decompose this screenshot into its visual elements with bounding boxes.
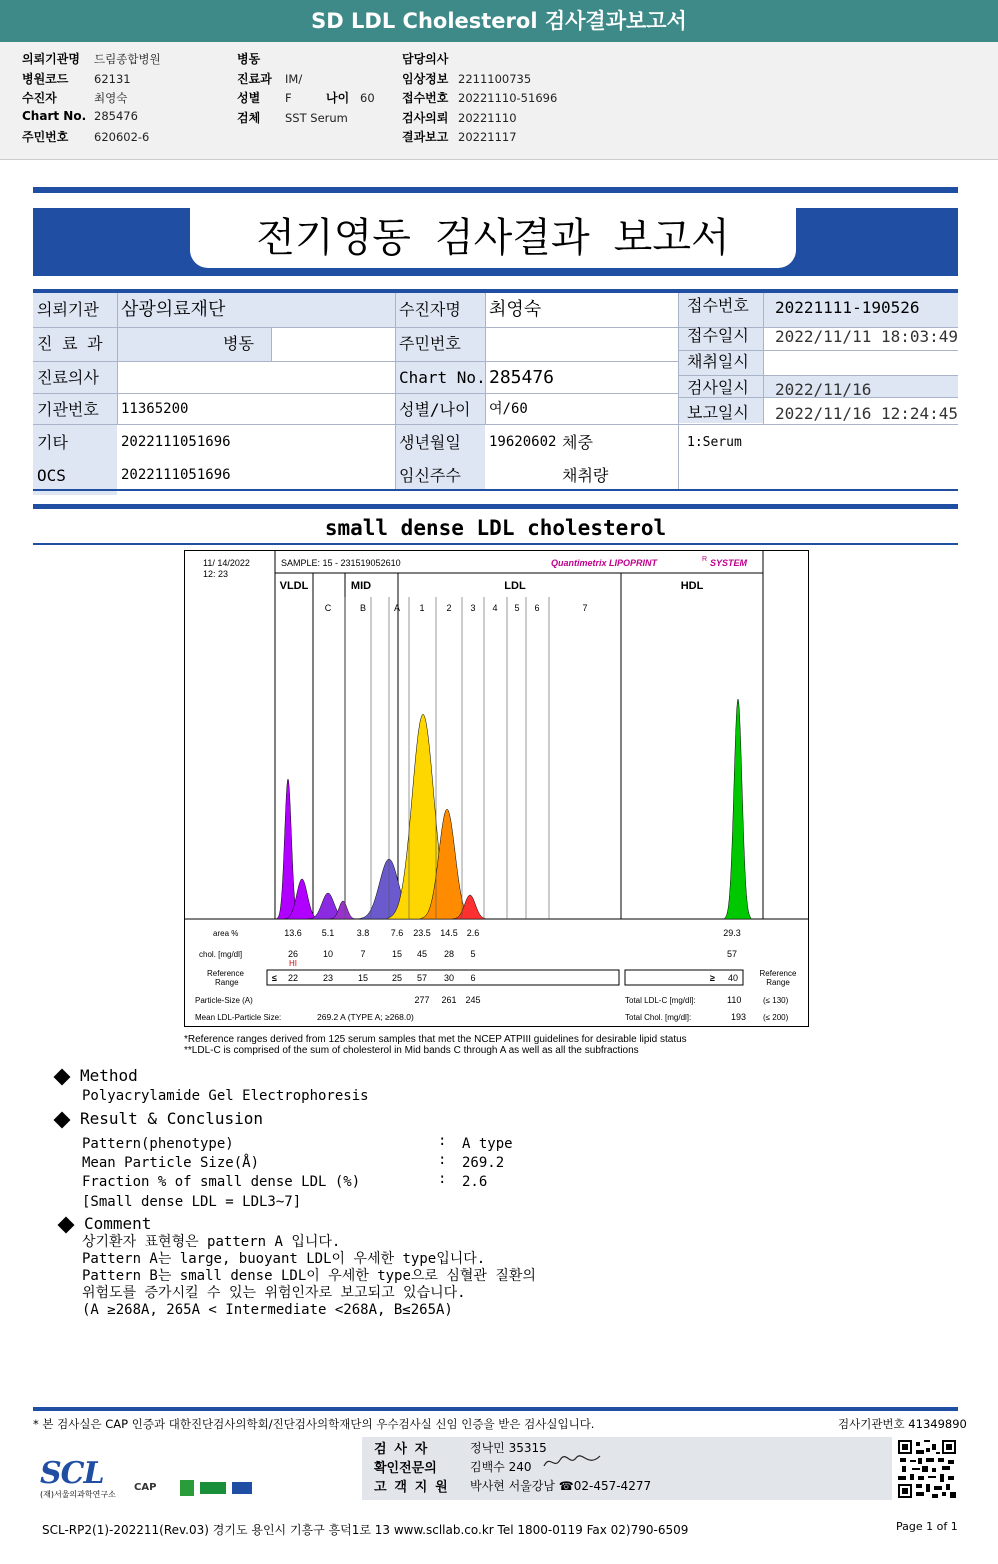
ref-value: 15 [357, 973, 369, 983]
result-fraction-value: 2.6 [462, 1174, 488, 1190]
chol-value: 15 [391, 949, 403, 959]
value-chart-no: 285476 [489, 367, 555, 388]
label-physician: 진료의사 [37, 368, 99, 387]
comment-heading: Comment [60, 1214, 151, 1233]
value-report-time: 2022/11/16 12:24:45 [775, 404, 959, 423]
band-label-6: 6 [534, 603, 540, 613]
ref-prefix: ≤ [272, 973, 277, 983]
method-heading: Method [56, 1066, 138, 1085]
footnote-1: *Reference ranges derived from 125 serum samples that met the NCEP ATPIII guidelines for desirable lipid status [184, 1034, 687, 1045]
signer-label: 검 사 자 [374, 1442, 428, 1457]
label-institution: 의뢰기관 [37, 300, 99, 319]
signature-box [362, 1437, 892, 1500]
area-value: 14.5 [440, 928, 458, 938]
cert-icon [232, 1482, 252, 1494]
info-request-date: 검사의뢰 20221110 [402, 111, 517, 125]
scl-logo: SCL (재)서울의과학연구소 [40, 1456, 116, 1499]
value-specimen-type: 1:Serum [687, 435, 742, 450]
info-department: 진료과 IM/ [237, 72, 303, 86]
patient-table [33, 289, 958, 491]
label-accession-no: 접수번호 [687, 296, 749, 315]
info-doctor: 담당의사 [402, 52, 449, 66]
info-patient: 수진자 최영숙 [22, 91, 128, 105]
area-value: 3.8 [356, 928, 370, 938]
report-title: 전기영동 검사결과 보고서 [190, 208, 796, 268]
top-rule [33, 187, 958, 193]
ref-box-hdl [625, 970, 743, 985]
value-ocs: 2022111051696 [121, 467, 231, 483]
org-number: 검사기관번호 41349890 [838, 1417, 967, 1431]
electrophoresis-chart [184, 550, 809, 1027]
band-label-C: C [324, 603, 332, 613]
row-label-area: area % [213, 929, 239, 938]
area-value-hdl: 29.3 [723, 928, 741, 938]
result-pattern-value: A type [462, 1136, 513, 1152]
label-collection-time: 채취일시 [687, 352, 749, 371]
area-value: 5.1 [321, 928, 335, 938]
signer-value: 김백수 240 [470, 1460, 532, 1474]
value-institution: 삼광의료재단 [121, 299, 226, 320]
band-label-5: 5 [514, 603, 520, 613]
info-resident-no: 주민번호 620602-6 [22, 130, 150, 144]
cert-icon [180, 1480, 194, 1496]
label-ocs: OCS [37, 466, 66, 485]
document-title: SD LDL Cholesterol 검사결과보고서 [0, 0, 998, 42]
total-ldl-value: 110 [727, 995, 742, 1005]
signer-label: 확인전문의 [374, 1461, 437, 1476]
chol-value: 7 [360, 949, 366, 959]
comment-text: 상기환자 표현형은 pattern A 입니다. Pattern A는 large, buoyant LDL이 우세한 type입니다. Pattern B는 small dense LDL이 우세한 type으로 심혈관 질환의 위험도를 증가시킬 수 있는 위험인자로 보고되고 있습니다. (A ≥268A, 265A < Intermediate <268A, B≤265A) [82, 1234, 536, 1318]
footnote-2: **LDL-C is comprised of the sum of cholesterol in Mid bands C through A as well as all the subfractions [184, 1045, 639, 1056]
ref-value: 6 [470, 973, 476, 983]
label-gestation: 임신주수 [399, 466, 461, 485]
band-label-3: 3 [470, 603, 476, 613]
value-birthdate: 19620602 [489, 434, 557, 450]
qr-code-icon [898, 1440, 956, 1498]
ref-value: 22 [287, 973, 299, 983]
value-accession-no: 20221111-190526 [775, 298, 920, 317]
label-sex-age: 성별/나이 [399, 400, 471, 419]
requisition-info [0, 42, 998, 160]
label-test-time: 검사일시 [687, 378, 749, 397]
value-accession-time: 2022/11/11 18:03:49 [775, 327, 959, 346]
accreditation-note: * 본 검사실은 CAP 인증과 대한진단검사의학회/진단검사의학재단의 우수검사실 신임 인증을 받은 검사실입니다. [33, 1417, 595, 1431]
total-chol-value: 193 [731, 1012, 747, 1022]
signer-value: 정낙민 35315 [470, 1441, 547, 1455]
info-sex: 성별 F [237, 91, 292, 105]
chol-value: 45 [416, 949, 428, 959]
electrophoresis-svg [185, 551, 808, 1026]
label-birthdate: 생년월일 [399, 433, 461, 452]
value-sex-age: 여/60 [489, 401, 528, 417]
chart-sample: SAMPLE: 15 - 231519052610 [281, 558, 401, 568]
ref-value: 57 [416, 973, 428, 983]
result-sep: : [438, 1171, 447, 1187]
cap-logo: CAP [134, 1482, 157, 1493]
page-number: Page 1 of 1 [896, 1520, 958, 1533]
chol-hi-flag: HI [289, 959, 297, 968]
total-chol-range: (≤ 200) [763, 1013, 789, 1022]
label-institution-no: 기관번호 [37, 400, 99, 419]
info-accession: 접수번호 20221110-51696 [402, 91, 558, 105]
section-title: small dense LDL cholesterol [324, 516, 667, 540]
result-size-label: Mean Particle Size(Å) [82, 1155, 260, 1171]
region-label-ldl: LDL [504, 580, 526, 592]
chart-brand-reg: R [702, 556, 708, 563]
ref-prefix-hdl: ≥ [710, 973, 715, 983]
chart-footnotes [184, 1034, 687, 1056]
label-other: 기타 [37, 433, 68, 452]
info-chart-no: Chart No. 285476 [22, 109, 138, 123]
chart-time: 12: 23 [203, 569, 229, 579]
area-value: 23.5 [413, 928, 431, 938]
chol-value: 5 [470, 949, 476, 959]
result-sep: : [438, 1133, 447, 1149]
label-weight: 체중 [562, 433, 593, 452]
row-label-ref-2: Range [215, 978, 239, 987]
result-size-value: 269.2 [462, 1155, 505, 1171]
ref-value: 25 [391, 973, 403, 983]
chart-brand-suffix: SYSTEM [710, 558, 748, 568]
region-label-hdl: HDL [680, 580, 704, 592]
info-specimen: 검체 SST Serum [237, 111, 348, 125]
certification-logos [134, 1478, 258, 1502]
area-value: 13.6 [284, 928, 302, 938]
info-ward: 병동 [237, 52, 261, 66]
mean-size-label: Mean LDL-Particle Size: [195, 1013, 282, 1022]
chol-value: 28 [443, 949, 455, 959]
band-label-2: 2 [446, 603, 452, 613]
total-chol-label: Total Chol. [mg/dl]: [625, 1013, 692, 1022]
total-ldl-range: (≤ 130) [763, 996, 789, 1005]
result-sep: : [438, 1152, 447, 1168]
info-clinical: 임상정보 2211100735 [402, 72, 532, 86]
signature-icon [540, 1452, 604, 1472]
result-note: [Small dense LDL = LDL3~7] [82, 1194, 302, 1210]
label-report-time: 보고일시 [687, 403, 749, 422]
chol-value-hdl: 57 [726, 949, 738, 959]
result-fraction-label: Fraction % of small dense LDL (%) [82, 1174, 361, 1190]
chart-brand: Quantimetrix LIPOPRINT [551, 558, 658, 568]
region-label-mid: MID [350, 580, 372, 592]
total-ldl-label: Total LDL-C [mg/dl]: [625, 996, 696, 1005]
value-other: 2022111051696 [121, 434, 231, 450]
method-text: Polyacrylamide Gel Electrophoresis [82, 1088, 369, 1104]
ref-label-right-2: Range [766, 978, 790, 987]
result-heading: Result & Conclusion [56, 1109, 263, 1128]
particle-size-value: 277 [414, 995, 430, 1005]
area-value: 7.6 [390, 928, 404, 938]
info-hospital-code: 병원코드 62131 [22, 72, 131, 86]
section-rule-bottom [33, 543, 958, 545]
band-label-B: B [359, 603, 367, 613]
value-patient-name: 최영숙 [489, 299, 542, 320]
result-pattern-label: Pattern(phenotype) [82, 1136, 234, 1152]
diamond-bullet-icon [58, 1216, 75, 1233]
ref-value: 30 [443, 973, 455, 983]
value-test-time: 2022/11/16 [775, 380, 872, 399]
chart-date: 11/ 14/2022 [203, 558, 250, 568]
ref-value: 23 [322, 973, 334, 983]
label-volume: 채취량 [562, 466, 609, 485]
value-ward: 병동 [223, 334, 254, 353]
band-label-7: 7 [582, 603, 588, 613]
section-rule-top [33, 504, 958, 509]
label-accession-time: 접수일시 [687, 326, 749, 345]
table-bottom-rule [33, 489, 958, 491]
diamond-bullet-icon [54, 1068, 71, 1085]
row-label-chol: chol. [mg/dl] [199, 950, 243, 959]
peak-hdl [725, 699, 751, 919]
particle-size-value: 245 [465, 995, 481, 1005]
label-chart-no: Chart No. [399, 368, 486, 387]
region-label-vldl: VLDL [279, 580, 309, 592]
label-department: 진 료 과 [37, 334, 103, 353]
cert-icon [200, 1482, 226, 1494]
info-age: 나이 60 [326, 91, 375, 105]
signer-label: 고 객 지 원 [374, 1480, 448, 1495]
footer-rule [33, 1407, 958, 1411]
value-institution-no: 11365200 [121, 401, 189, 417]
info-report-date: 결과보고 20221117 [402, 130, 517, 144]
band-label-4: 4 [492, 603, 498, 613]
particle-size-value: 261 [441, 995, 457, 1005]
ref-value-hdl: 40 [727, 973, 739, 983]
label-patient-name: 수진자명 [399, 300, 461, 319]
chol-value: 10 [322, 949, 334, 959]
area-value: 2.6 [466, 928, 480, 938]
ref-label-right: Reference [759, 969, 797, 978]
band-label-A: A [393, 603, 401, 613]
diamond-bullet-icon [54, 1111, 71, 1128]
row-label-ref: Reference [207, 969, 244, 978]
info-hospital: 의뢰기관명 드림종합병원 [22, 52, 161, 66]
band-label-1: 1 [419, 603, 425, 613]
particle-size-label: Particle-Size (A) [195, 996, 253, 1005]
label-resident-no: 주민번호 [399, 334, 461, 353]
signer-value: 박사현 서울강남 ☎02-457-4277 [470, 1479, 652, 1493]
footer-address: SCL-RP2(1)-202211(Rev.03) 경기도 용인시 기흥구 흥덕1로 13 www.scllab.co.kr Tel 1800-0119 Fax 02)790-6509 [42, 1523, 689, 1537]
chol-value: 26 [287, 949, 299, 959]
mean-size-value: 269.2 A (TYPE A; ≥268.0) [317, 1012, 414, 1022]
